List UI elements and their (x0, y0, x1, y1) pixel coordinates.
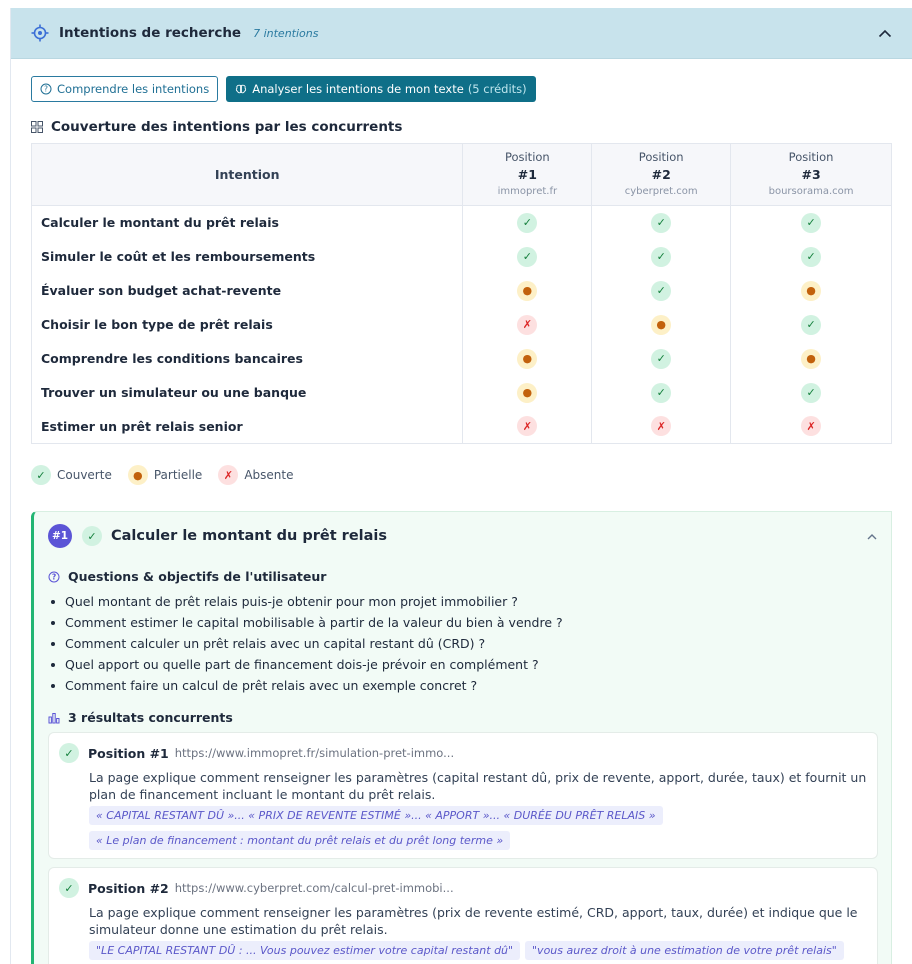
result-header (59, 878, 454, 898)
check-icon: ✓ (651, 281, 671, 301)
coverage-cell (592, 240, 731, 274)
competitor-result-1 (48, 732, 878, 859)
coverage-title (31, 119, 402, 135)
coverage-header-row (32, 144, 892, 206)
legend-absent (218, 465, 293, 485)
coverage-cell (731, 206, 892, 240)
position-header-3 (731, 144, 892, 206)
coverage-cell (731, 342, 892, 376)
coverage-cell (463, 376, 592, 410)
position-number: #3 (801, 167, 821, 182)
result-quote: « CAPITAL RESTANT DÛ »... « PRIX DE REVENTE ESTIMÉ »... « APPORT »... « DURÉE DU PRÊT RELAIS » (89, 806, 663, 825)
intent-number-badge: #1 (48, 524, 72, 548)
table-row (32, 376, 892, 410)
action-buttons (31, 76, 536, 102)
intent-name: Simuler le coût et les remboursements (32, 240, 463, 274)
check-icon: ✓ (651, 247, 671, 267)
result-url[interactable]: https://www.cyberpret.com/calcul-pret-immobi... (174, 881, 454, 895)
position-header-1 (463, 144, 592, 206)
coverage-title-text: Couverture des intentions par les concurrents (51, 119, 403, 135)
competitor-result-2 (48, 867, 878, 964)
coverage-cell (731, 308, 892, 342)
cross-icon: ✗ (218, 465, 238, 485)
cross-icon: ✗ (651, 416, 671, 436)
position-header-2 (592, 144, 731, 206)
check-icon: ✓ (651, 213, 671, 233)
analyze-intents-label: Analyser les intentions de mon texte (252, 82, 464, 96)
coverage-cell (731, 376, 892, 410)
position-label: Position (504, 150, 550, 164)
dot-icon: ● (517, 383, 537, 403)
brain-icon (235, 83, 247, 95)
check-icon: ✓ (651, 383, 671, 403)
position-number: #2 (651, 167, 671, 182)
intent-detail-card (31, 511, 892, 964)
dot-icon: ● (651, 315, 671, 335)
intent-name: Estimer un prêt relais senior (32, 410, 463, 444)
intent-name: Évaluer son budget achat-revente (32, 274, 463, 308)
question-item: Quel apport ou quelle part de financement dois-je prévoir en complément ? (51, 654, 563, 675)
result-position: Position #1 (88, 745, 169, 761)
coverage-cell (463, 410, 592, 444)
coverage-cell (463, 240, 592, 274)
position-label: Position (788, 150, 834, 164)
questions-list (51, 591, 563, 696)
result-url[interactable]: https://www.immopret.fr/simulation-pret-immo... (174, 746, 455, 760)
dot-icon: ● (517, 281, 537, 301)
result-header (59, 743, 454, 763)
bar-chart-icon (48, 712, 60, 724)
position-number: #1 (517, 167, 537, 182)
coverage-cell (592, 376, 731, 410)
intent-card-title: Calculer le montant du prêt relais (111, 528, 388, 544)
cross-icon: ✗ (517, 416, 537, 436)
result-quote: "LE CAPITAL RESTANT DÛ : ... Vous pouvez estimer votre capital restant dû" (89, 941, 520, 960)
question-item: Quel montant de prêt relais puis-je obtenir pour mon projet immobilier ? (51, 591, 563, 612)
intent-card-header[interactable] (48, 524, 387, 548)
legend-covered (31, 465, 112, 485)
result-description: La page explique comment renseigner les paramètres (capital restant dû, prix de revente, apport, durée, taux) et fournit un plan de financement incluant le montant du prêt relais. (89, 770, 867, 802)
chevron-up-icon[interactable] (876, 25, 894, 43)
questions-title (48, 569, 326, 584)
legend-partial-label: Partielle (153, 468, 203, 482)
coverage-cell (463, 206, 592, 240)
question-item: Comment calculer un prêt relais avec un capital restant dû (CRD) ? (51, 633, 563, 654)
questions-title-text: Questions & objectifs de l'utilisateur (68, 569, 327, 584)
cross-icon: ✗ (517, 315, 537, 335)
coverage-cell (731, 410, 892, 444)
dot-icon: ● (128, 465, 148, 485)
check-icon: ✓ (59, 743, 79, 763)
table-row (32, 274, 892, 308)
intent-name: Calculer le montant du prêt relais (32, 206, 463, 240)
chevron-up-icon[interactable] (865, 530, 879, 544)
understand-intents-button[interactable] (31, 76, 218, 102)
table-row (32, 206, 892, 240)
coverage-legend (31, 465, 309, 485)
target-icon (31, 24, 49, 42)
position-domain: immopret.fr (497, 186, 558, 197)
check-icon: ✓ (801, 247, 821, 267)
coverage-cell (592, 206, 731, 240)
dot-icon: ● (801, 349, 821, 369)
coverage-body (32, 206, 892, 444)
result-quote: « Le plan de financement : montant du prêt relais et du prêt long terme » (89, 831, 510, 850)
coverage-cell (592, 274, 731, 308)
results-title-text: 3 résultats concurrents (68, 710, 233, 725)
panel-title: Intentions de recherche (59, 25, 242, 41)
understand-intents-label: Comprendre les intentions (57, 82, 210, 96)
intent-name: Comprendre les conditions bancaires (32, 342, 463, 376)
table-row (32, 308, 892, 342)
coverage-cell (463, 308, 592, 342)
results-title (48, 710, 233, 725)
result-description: La page explique comment renseigner les paramètres (prix de revente estimé, CRD, apport, taux, durée) et indique que le simulateur donne une estimation du prêt relais. (89, 905, 858, 937)
coverage-cell (731, 274, 892, 308)
coverage-cell (592, 342, 731, 376)
dot-icon: ● (517, 349, 537, 369)
check-icon: ✓ (801, 213, 821, 233)
credits-cost: (5 crédits) (467, 82, 527, 96)
check-icon: ✓ (517, 213, 537, 233)
help-circle-icon (40, 83, 52, 95)
coverage-cell (463, 342, 592, 376)
panel-header[interactable] (11, 8, 912, 59)
check-icon: ✓ (651, 349, 671, 369)
coverage-cell (592, 308, 731, 342)
check-icon: ✓ (801, 383, 821, 403)
legend-partial (128, 465, 202, 485)
coverage-cell (731, 240, 892, 274)
grid-icon (31, 121, 43, 133)
coverage-cell (463, 274, 592, 308)
position-domain: boursorama.com (768, 186, 854, 197)
check-icon: ✓ (31, 465, 51, 485)
question-item: Comment estimer le capital mobilisable à partir de la valeur du bien à vendre ? (51, 612, 563, 633)
intent-name: Choisir le bon type de prêt relais (32, 308, 463, 342)
svg-text:?: ? (44, 84, 48, 94)
coverage-table (31, 143, 892, 444)
legend-absent-label: Absente (244, 468, 294, 482)
legend-covered-label: Couverte (57, 468, 112, 482)
help-circle-icon (48, 571, 60, 583)
svg-text:?: ? (51, 572, 57, 582)
intent-count: 7 intentions (253, 26, 319, 40)
analyze-intents-button[interactable] (226, 76, 535, 102)
coverage-cell (592, 410, 731, 444)
check-icon: ✓ (82, 526, 102, 546)
check-icon: ✓ (801, 315, 821, 335)
intent-column-header: Intention (32, 144, 463, 206)
intent-name: Trouver un simulateur ou une banque (32, 376, 463, 410)
position-domain: cyberpret.com (624, 186, 698, 197)
dot-icon: ● (801, 281, 821, 301)
cross-icon: ✗ (801, 416, 821, 436)
table-row (32, 410, 892, 444)
result-quote: "vous aurez droit à une estimation de votre prêt relais" (525, 941, 844, 960)
question-item: Comment faire un calcul de prêt relais avec un exemple concret ? (51, 675, 563, 696)
result-position: Position #2 (88, 880, 169, 896)
table-row (32, 240, 892, 274)
check-icon: ✓ (59, 878, 79, 898)
check-icon: ✓ (517, 247, 537, 267)
search-intents-panel (10, 8, 912, 964)
table-row (32, 342, 892, 376)
position-label: Position (638, 150, 684, 164)
